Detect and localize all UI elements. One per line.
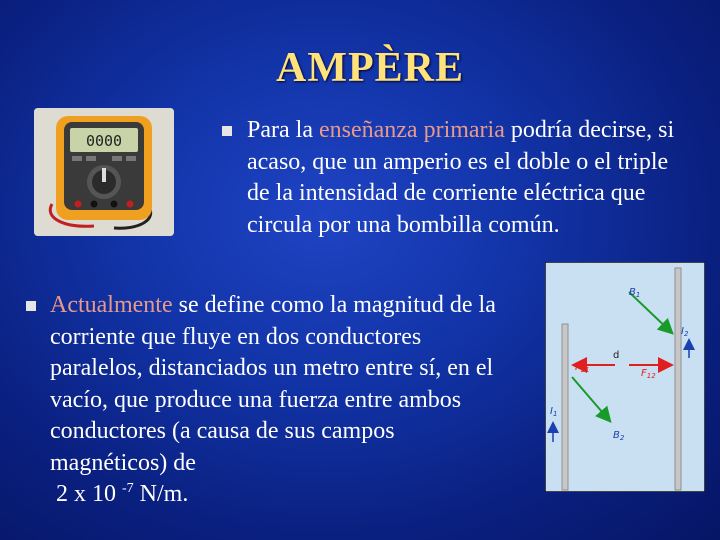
conductor-1 xyxy=(562,324,568,490)
label-f21: $F_{21}$ xyxy=(575,362,590,374)
label-b2: $B_2$ xyxy=(613,430,625,442)
bullet1-after: podría decirse, si acaso, que un amperio es el doble o el triple de la intensidad de corriente eléctrica que circula por una bombilla común. xyxy=(247,117,675,238)
multimeter-icon xyxy=(34,108,174,236)
parallel-conductors-diagram xyxy=(545,262,705,492)
bullet-marker-2 xyxy=(26,301,36,311)
bullet2-value-main: 2 x 10 xyxy=(56,481,122,507)
multimeter-display: 0000 xyxy=(85,132,123,150)
bullet2-value-exp: -7 xyxy=(122,481,134,496)
bullet1-before: Para la xyxy=(247,117,319,143)
bullet2-highlight: Actualmente xyxy=(50,292,173,318)
label-distance: d xyxy=(613,350,620,361)
bullet2-value-unit: N/m. xyxy=(133,481,189,507)
conductor-2 xyxy=(675,268,681,490)
bullet-marker-1 xyxy=(222,126,232,136)
label-f12: $F_{12}$ xyxy=(641,368,656,380)
multimeter-image xyxy=(34,108,174,236)
label-b1: $B_1$ xyxy=(629,287,641,299)
bullet-text-2 xyxy=(50,290,510,511)
bullet2-text: se define como la magnitud de la corriente que fluye en dos conductores paralelos, distanciados un metro entre sí, en el vacío, que produce una fuerza entre ambos conductores (a causa de sus campos magnéticos) de xyxy=(50,292,496,476)
bullet1-highlight: enseñanza primaria xyxy=(318,117,505,143)
label-i2: $I_2$ xyxy=(681,326,689,338)
bullet-text-1 xyxy=(247,115,687,241)
slide-title: AMPÈRE xyxy=(276,45,464,91)
label-i1: $I_1$ xyxy=(550,406,558,418)
